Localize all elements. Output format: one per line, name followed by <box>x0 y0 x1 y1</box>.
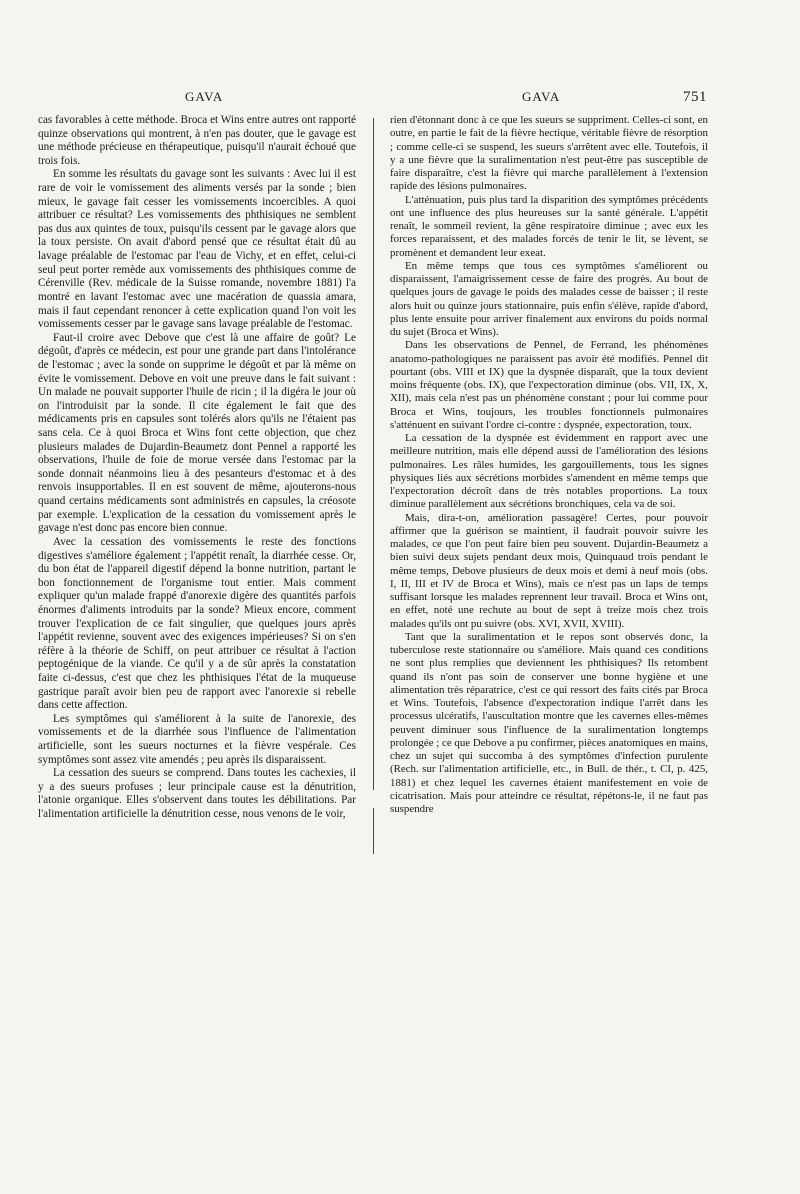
paragraph: En même temps que tous ces symptômes s'améliorent ou disparaissent, l'amaigrissement cesse de faire des progrès. Au bout de quelques jours de gavage le poids des malades cesse de baisser ; il reste alors huit ou quinze jours stationnaire, puis enfin s'élève, rapide d'abord, plus lente ensuite pour arriver finalement aux environs du poids normal du sujet (Broca et Wins). <box>390 259 708 338</box>
paragraph: En somme les résultats du gavage sont les suivants : Avec lui il est rare de voir le vomissement des aliments versés par la sonde ; bien mieux, le gavage fait cesser les vomissements incoercibles. A quoi attribuer ce résultat? Les vomissements des phthisiques ne semblent pas dus aux quintes de toux, puisqu'ils cessent par le gavage alors que la toux persiste. On avait d'abord pensé que ce résultat était dû au lavage préalable de l'estomac par l'eau de Vichy, et en effet, celui-ci seul peut porter remède aux vomissements des phthisiques comme de Cérenville (Rev. médicale de la Suisse romande, novembre 1881) l'a montré en lavant l'estomac avec une macération de quassia amara, mais il faut cependant renoncer à cette explication quand l'on voit les vomissements cesser par le gavage sans lavage préalable de l'estomac. <box>38 168 356 331</box>
running-head-right: GAVA <box>522 89 561 104</box>
running-head-left: GAVA <box>185 89 224 104</box>
paragraph: Faut-il croire avec Debove que c'est là une affaire de goût? Le dégoût, d'après ce médecin, est pour une grande part dans l'intolérance de l'estomac ; avec la sonde on supprime le dégoût et par là même on évite le vomissement. Debove en voit une preuve dans le fait suivant : Un malade ne pouvait supporter l'huile de ricin ; il la digéra le jour où on l'introduisit par la sonde. Il cite également le fait que des médicaments pris en capsules sont tolérés alors qu'ils ne l'étaient pas sans cela. Ce à quoi Broca et Wins font cette objection, que chez plusieurs malades de Dujardin-Beaumetz dont Pennel a rapporté les observations, l'huile de foie de morue versée dans l'estomac par la sonde donnait néanmoins lieu à des pesanteurs d'estomac et à des renvois insupportables. Il en est souvent de même, ajouterons-nous quand certains médicaments sont administrés en capsules, la créosote par exemple. L'explication de la cessation du vomissement après le gavage n'est donc pas encore bien connue. <box>38 331 356 535</box>
paragraph: Les symptômes qui s'améliorent à la suite de l'anorexie, des vomissements et de la diarrhée sous l'influence de l'alimentation artificielle, sont les sueurs nocturnes et la fièvre vespérale. Ces symptômes sont assez vite amendés ; peu après ils disparaissent. <box>38 712 356 766</box>
column-divider-lower <box>373 808 374 854</box>
paragraph: cas favorables à cette méthode. Broca et Wins entre autres ont rapporté quinze observations qui montrent, à n'en pas douter, que le gavage est une méthode précieuse en thérapeutique, puisqu'il n'aurait échoué que trois fois. <box>38 114 356 167</box>
paragraph: Dans les observations de Pennel, de Ferrand, les phénomènes anatomo-pathologiques ne paraissent pas avoir été modifiés. Pennel dit pourtant (obs. VIII et IX) que la dyspnée disparaît, que la toux devient moins fréquente (obs. IX), que l'expectoration diminue (obs. VII, IX, X, XII), mais cela n'est pas un phénomène constant ; pour lui comme pour Broca et Wins, toujours, les troubles fonctionnels pulmonaires s'atténuent en suivant l'ordre ci-contre : dyspnée, expectoration, toux. <box>390 339 708 431</box>
left-column <box>38 114 356 822</box>
paragraph: Tant que la suralimentation et le repos sont observés donc, la tuberculose reste stationnaire ou s'améliore. Mais quand ces conditions ne sont plus remplies que deviennent les phthisiques? Ils retombent quand ils n'ont pas soin de conserver une bonne hygiène et une alimentation très réparatrice, c'est ce qui ressort des faits cités par Broca et Wins. Toutefois, l'absence d'expectoration indique l'arrêt dans les processus ulcératifs, l'auscultation montre que les cavernes elles-mêmes peuvent diminuer sous l'influence de la suralimentation longtemps prolongée ; ce que Debove a pu confirmer, pièces anatomiques en mains, chez un sujet qui succomba à des symptômes d'infection purulente (Rech. sur l'alimentation artificielle, etc., in Bull. de thér., t. CI, p. 425, 1881) et chez lequel les cavernes étaient manifestement en voie de cicatrisation. Mais pour atteindre ce résultat, répétons-le, il ne faut pas suspendre <box>390 630 708 815</box>
page-number: 751 <box>683 89 707 105</box>
right-column <box>390 114 708 816</box>
paragraph: Mais, dira-t-on, amélioration passagère! Certes, pour pouvoir affirmer que la guérison se maintient, il faudrait pouvoir suivre les malades, ce que l'on peut faire bien peu souvent. Dujardin-Beaumetz a bien suivi deux sujets pendant deux mois, Quinquaud trois pendant le même temps, Debove plusieurs de deux mois et demi à neuf mois (obs. I, II, III et IV de Broca et Wins), mais ce n'est pas un laps de temps suffisant lorsque les malades reprennent leur travail. Broca et Wins ont, en effet, noté une rechute au bout de sept à treize mois chez trois malades qu'ils ont pu suivre (obs. XVI, XVII, XVIII). <box>390 511 708 630</box>
paragraph: L'atténuation, puis plus tard la disparition des symptômes précédents ont une influence des plus heureuses sur la santé générale. L'appétit renaît, le sommeil revient, la gêne respiratoire diminue ; avec eux les forces reparaissent, et des malades forcés de tenir le lit, se lèvent, se promènent et demandent leur exeat. <box>390 193 708 259</box>
paragraph: La cessation des sueurs se comprend. Dans toutes les cachexies, il y a des sueurs profuses ; leur principale cause est la dénutrition, l'atonie organique. Elles s'observent dans toutes les débilitations. Par l'alimentation artificielle la dénutrition cesse, nous venons de le voir, <box>38 767 356 821</box>
column-divider <box>373 118 374 790</box>
paragraph: Avec la cessation des vomissements le reste des fonctions digestives s'améliore également ; l'appétit renaît, la diarrhée cesse. Or, du bon état de l'appareil digestif dépend la bonne nutrition, partant le bon fonctionnement de l'organisme tout entier. Mais comment expliquer qu'un malade frappé d'anorexie digère des quantités parfois énormes d'aliments introduits par la sonde? Mieux encore, comment trouver l'explication de ce fait singulier, que quelques jours après l'appétit revienne, souvent avec des exigences impérieuses? Si on s'en réfère à la théorie de Schiff, on peut attribuer ce résultat à l'action peptogénique de la viande. Ce qu'il y a de sûr après la constatation faite ci-dessus, c'est que chez les phthisiques l'état de la muqueuse gastrique paraît avoir bien peu de rapport avec l'anorexie si rebelle dans cette affection. <box>38 535 356 712</box>
paragraph: La cessation de la dyspnée est évidemment en rapport avec une meilleure nutrition, mais elle dépend aussi de l'amélioration des lésions pulmonaires. Les râles humides, les gargouillements, tous les signes physiques liés aux sécrétions morbides s'amendent en même temps que l'expectoration décroît dans de très notables proportions. La toux diminue parallèlement aux sécrétions bronchiques, cela va de soi. <box>390 432 708 511</box>
paragraph: rien d'étonnant donc à ce que les sueurs se suppriment. Celles-ci sont, en outre, en partie le fait de la fièvre hectique, véritable fièvre de résorption ; comme celle-ci se suspend, les sueurs s'arrêtent avec elle. Toutefois, il y a une fièvre que la suralimentation n'est peut-être pas susceptible de faire disparaître, c'est la fièvre qui marche parallèlement à l'extension rapide des lésions pulmonaires. <box>390 114 708 193</box>
